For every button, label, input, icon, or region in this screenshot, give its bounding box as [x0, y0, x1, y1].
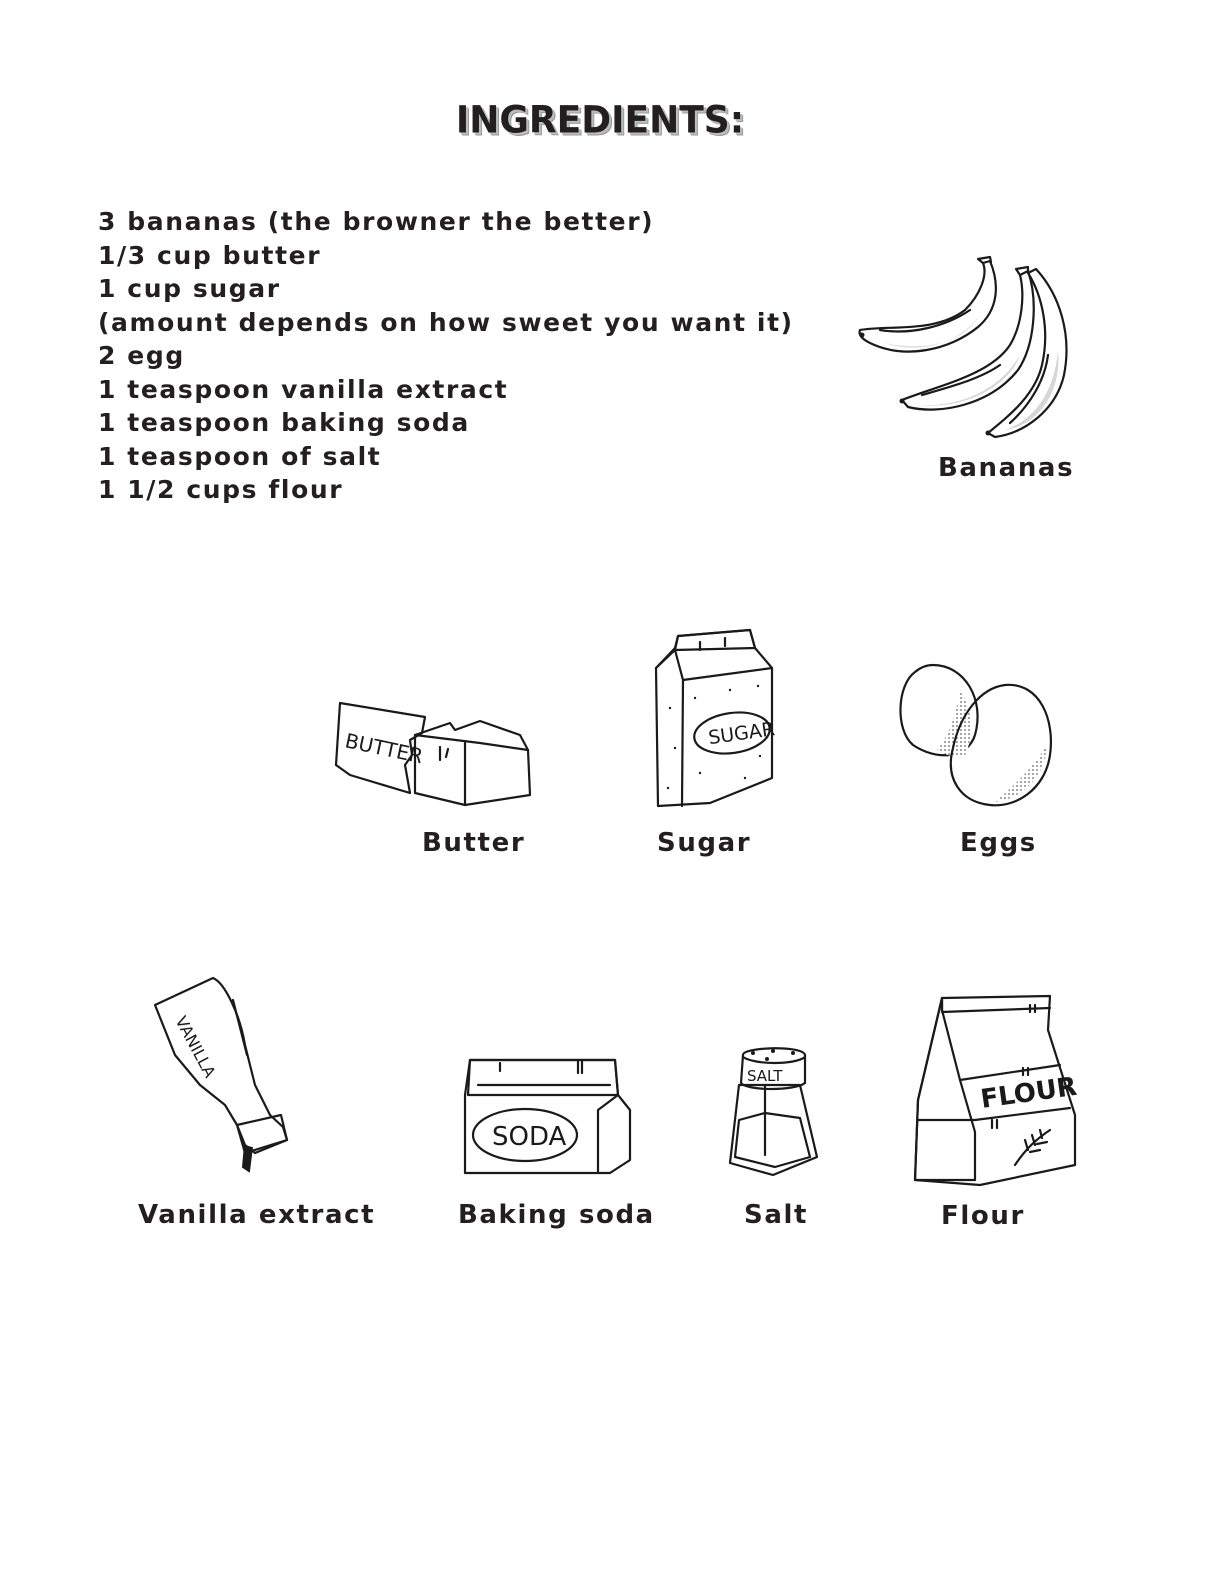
- butter-icon: [330, 695, 540, 815]
- flour-bag-icon: [910, 990, 1085, 1190]
- ingredient-line: 1 teaspoon vanilla extract: [98, 374, 509, 404]
- ingredients-list: [98, 205, 794, 507]
- bananas-icon: [850, 255, 1080, 445]
- svg-text:SODA: SODA: [492, 1122, 567, 1152]
- ingredient-line: 3 bananas (the browner the better): [98, 207, 655, 236]
- vanilla-label: Vanilla extract: [138, 1200, 376, 1230]
- ingredient-line: 1 teaspoon of salt: [98, 441, 382, 471]
- ingredient-line: 2 egg: [98, 341, 185, 370]
- svg-text:FLOUR: FLOUR: [978, 1071, 1079, 1115]
- svg-text:VANILLA: VANILLA: [171, 1012, 220, 1081]
- baking-soda-label: Baking soda: [458, 1200, 655, 1230]
- page-title: INGREDIENTS:: [455, 98, 745, 143]
- ingredient-line: 1 teaspoon baking soda: [98, 408, 470, 437]
- ingredient-note: (amount depends on how sweet you want it): [98, 307, 794, 337]
- salt-shaker-icon: [725, 1045, 825, 1180]
- flour-label: Flour: [941, 1201, 1025, 1231]
- sugar-label: Sugar: [657, 828, 752, 858]
- eggs-label: Eggs: [960, 828, 1037, 858]
- ingredient-line: 1 1/2 cups flour: [98, 475, 344, 504]
- svg-text:SUGAR: SUGAR: [706, 718, 777, 750]
- salt-label: Salt: [744, 1200, 809, 1230]
- bananas-label: Bananas: [938, 453, 1075, 483]
- baking-soda-box-icon: [460, 1055, 635, 1180]
- eggs-icon: [895, 660, 1060, 815]
- ingredient-line: 1/3 cup butter: [98, 240, 322, 270]
- sugar-icon: [650, 628, 780, 813]
- butter-label: Butter: [422, 828, 526, 858]
- svg-text:BUTTER: BUTTER: [342, 728, 426, 769]
- vanilla-bottle-icon: [145, 975, 295, 1185]
- ingredient-line: 1 cup sugar: [98, 274, 281, 303]
- svg-text:SALT: SALT: [747, 1067, 783, 1085]
